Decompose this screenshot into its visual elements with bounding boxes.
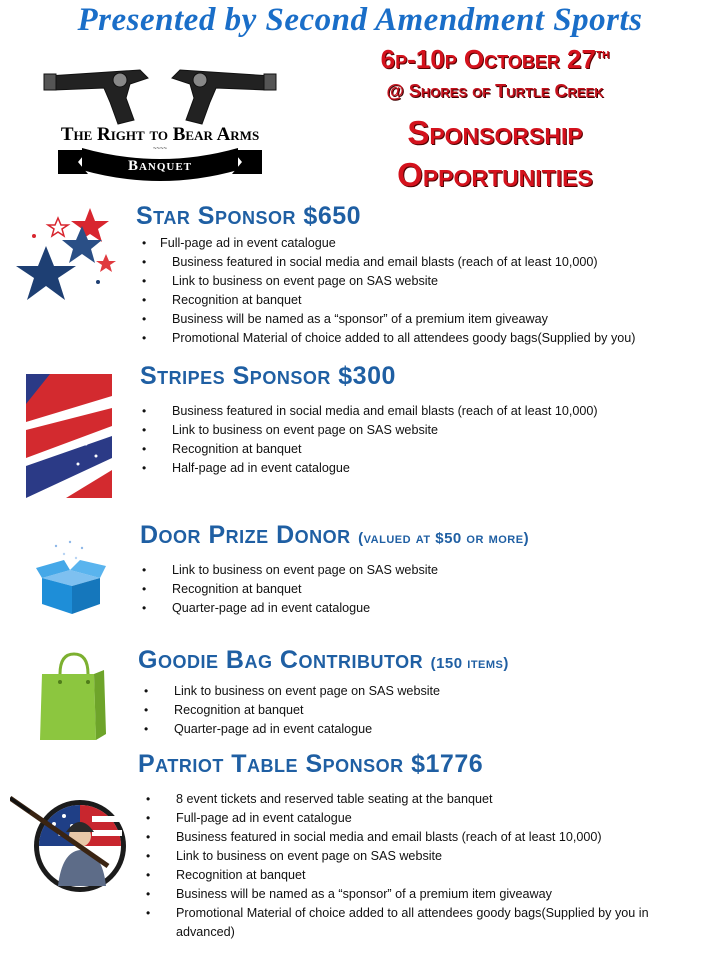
list-item: • Half-page ad in event catalogue	[142, 459, 598, 478]
list-item: • Recognition at banquet	[144, 701, 440, 720]
sponsorship-heading	[300, 112, 690, 196]
goodie-bag-title-text: Goodie Bag Contributor	[138, 646, 424, 674]
list-item: • Business featured in social media and email blasts (reach of at least 10,000)	[142, 253, 635, 272]
stripes-icon	[26, 374, 112, 498]
list-item: • Link to business on event page on SAS website	[142, 421, 598, 440]
presenter-title: Presented by Second Amendment Sports	[77, 2, 643, 38]
door-prize-title	[140, 521, 529, 550]
stripes-sponsor-benefits	[142, 402, 598, 478]
list-item: • Business will be named as a “sponsor” of a premium item giveaway	[146, 885, 686, 904]
shopping-bag-icon	[38, 652, 108, 742]
list-item: • Recognition at banquet	[142, 440, 598, 459]
star-sponsor-title: Star Sponsor $650	[136, 202, 362, 230]
list-item: • Promotional Material of choice added to all attendees goody bags(Supplied by you)	[142, 329, 635, 348]
logo-title: The Right to Bear Arms	[60, 124, 260, 145]
door-prize-benefits	[142, 561, 438, 618]
list-item: • Business featured in social media and email blasts (reach of at least 10,000)	[142, 402, 598, 421]
star-sponsor-benefits	[142, 234, 635, 348]
list-item: • Promotional Material of choice added to all attendees goody bags(Supplied by you in advanced)	[146, 904, 686, 942]
event-date	[300, 44, 690, 75]
list-item: • Recognition at banquet	[146, 866, 686, 885]
event-date-text: 6p-10p October 27	[380, 44, 596, 74]
logo-small-text: ~~~~	[152, 146, 167, 152]
list-item: • Business will be named as a “sponsor” of a premium item giveaway	[142, 310, 635, 329]
door-prize-note: (valued at $50 or more)	[358, 530, 530, 547]
list-item: • Quarter-page ad in event catalogue	[142, 599, 438, 618]
list-item: • Link to business on event page on SAS website	[142, 272, 635, 291]
stars-icon	[12, 202, 120, 310]
list-item: • Full-page ad in event catalogue	[146, 809, 686, 828]
list-item: • Business featured in social media and email blasts (reach of at least 10,000)	[146, 828, 686, 847]
list-item: • Link to business on event page on SAS website	[142, 561, 438, 580]
goodie-bag-title	[138, 646, 509, 675]
patriot-soldier-icon	[10, 790, 134, 898]
patriot-table-benefits	[146, 790, 686, 942]
gift-box-icon	[36, 540, 106, 616]
goodie-bag-benefits	[144, 682, 440, 739]
door-prize-title-text: Door Prize Donor	[140, 521, 351, 549]
list-item: • Full-page ad in event catalogue	[142, 234, 635, 253]
list-item: • Link to business on event page on SAS website	[146, 847, 686, 866]
banquet-logo	[30, 58, 290, 198]
logo-ribbon-text: Banquet	[127, 158, 193, 174]
event-date-suffix: th	[595, 45, 610, 61]
list-item: • 8 event tickets and reserved table seating at the banquet	[146, 790, 686, 809]
stripes-sponsor-title: Stripes Sponsor $300	[140, 362, 396, 390]
sponsorship-heading-line2: Opportunities	[397, 156, 593, 193]
list-item: • Quarter-page ad in event catalogue	[144, 720, 440, 739]
list-item: • Recognition at banquet	[142, 580, 438, 599]
event-venue: @ Shores of Turtle Creek	[386, 81, 604, 101]
sponsorship-heading-line1: Sponsorship	[407, 114, 583, 151]
goodie-bag-note: (150 items)	[430, 655, 509, 672]
list-item: • Recognition at banquet	[142, 291, 635, 310]
patriot-table-title: Patriot Table Sponsor $1776	[138, 750, 484, 778]
list-item: • Link to business on event page on SAS website	[144, 682, 440, 701]
